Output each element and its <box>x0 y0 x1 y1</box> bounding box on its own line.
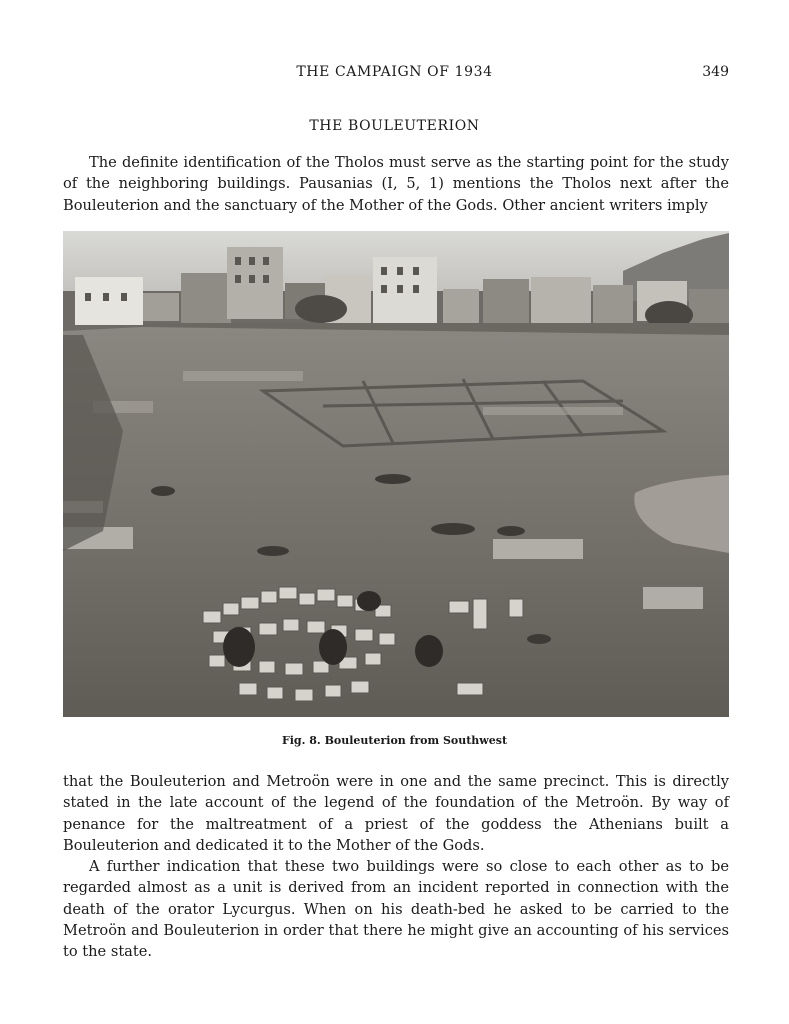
paragraph: The definite identification of the Tholos must serve as the starting point for the study of the neighboring buildings. Pausanias (I, 5, 1) mentions the Tholos next after the Bouleuterion and the sanctuary of the Mother of the Gods. Other ancient writers imply <box>63 154 729 214</box>
figure-caption: Fig. 8. Bouleuterion from Southwest <box>281 734 508 747</box>
body-text-bottom <box>63 771 729 963</box>
running-head <box>0 62 789 84</box>
figure-photo <box>63 231 729 717</box>
running-title: THE CAMPAIGN OF 1934 <box>296 64 493 80</box>
page-number: 349 <box>702 64 729 80</box>
excavation-photo <box>63 231 729 717</box>
section-heading: THE BOULEUTERION <box>309 118 480 134</box>
paragraph: that the Bouleuterion and Metroön were in one and the same precinct. This is directly stated in the late account of the legend of the foundation of the Metroön. By way of penance for the maltreatment of a priest of the goddess the Athenians built a Bouleuterion and dedicated it to the Mother of the Gods. <box>63 773 729 854</box>
paragraph: A further indication that these two buildings were so close to each other as to be regarded almost as a unit is derived from an incident reported in connection with the death of the orator Lycurgus. When on his death-bed he asked to be carried to the Metroön and Bouleuterion in order that there he might give an accounting of his services to the state. <box>63 858 729 961</box>
body-text-top <box>63 152 729 216</box>
